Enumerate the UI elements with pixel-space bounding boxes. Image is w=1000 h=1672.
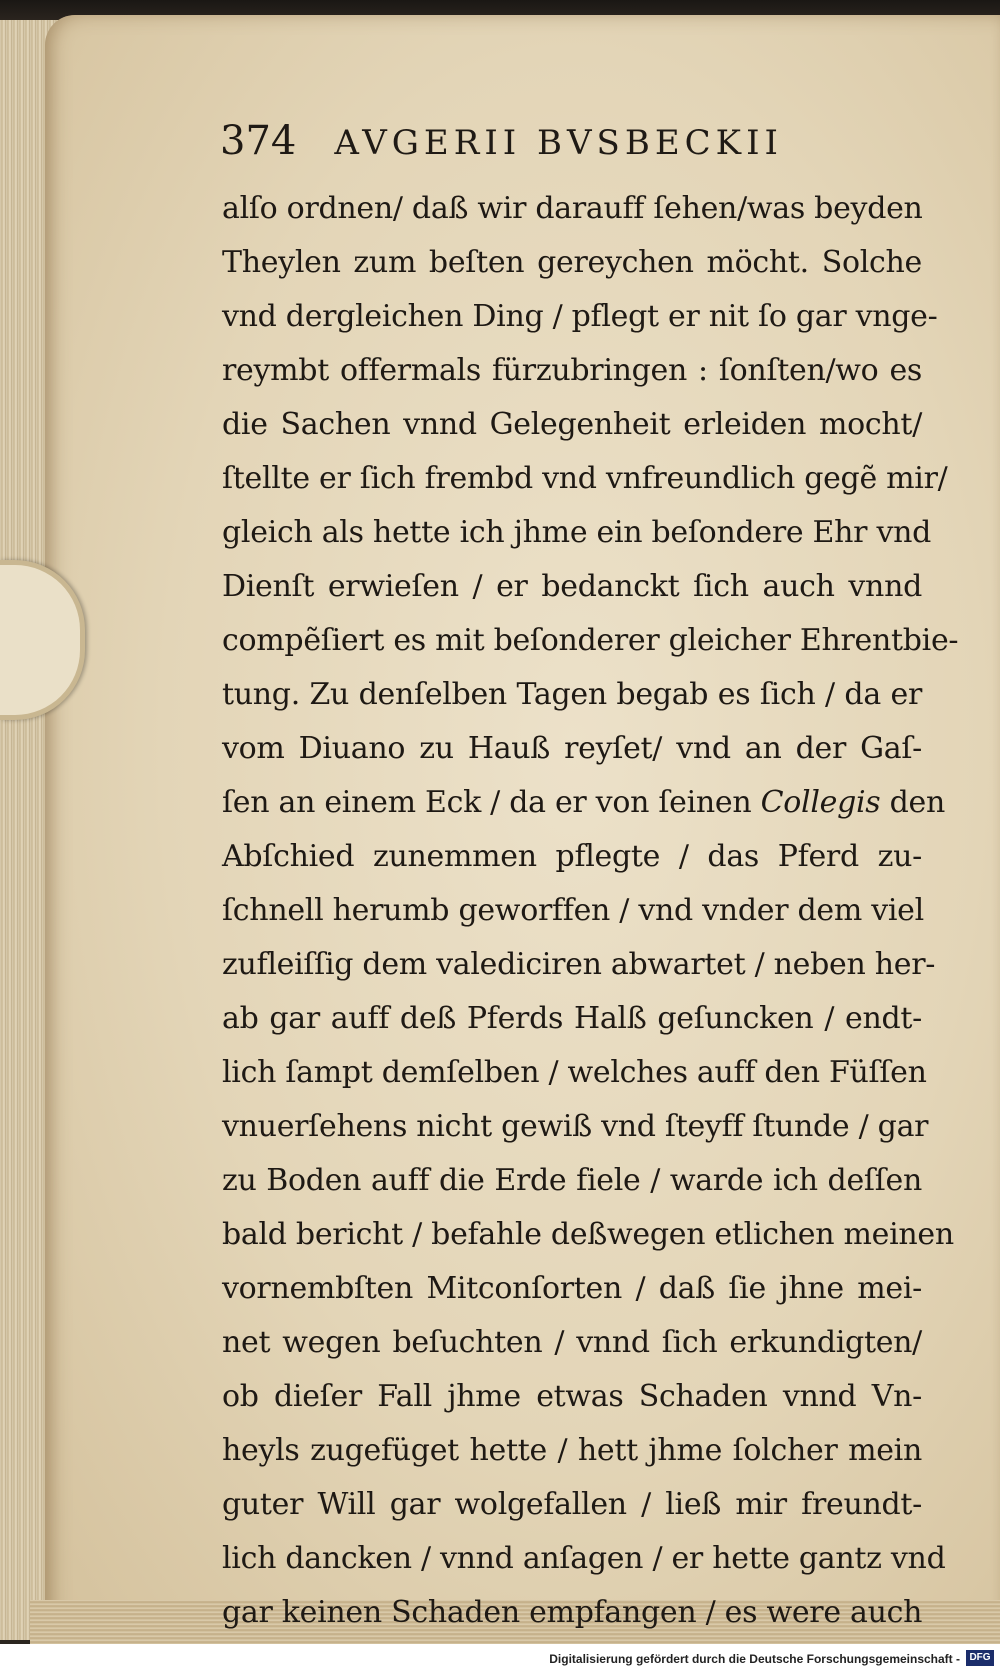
text-line: tung. Zu denſelben Tagen begab es ſich / da er — [222, 677, 922, 712]
text-line: gleich als hette ich jhme ein beſondere Ehr vnd — [222, 515, 932, 550]
text-line: zufleiſſig dem valediciren abwartet / neben her- — [222, 947, 936, 982]
text-line: die Sachen vnnd Gelegenheit erleiden mocht/ — [222, 407, 922, 442]
running-head: AVGERII BVSBECKII — [334, 123, 783, 163]
text-line: ſtellte er ſich frembd vnd vnfreundlich gegẽ mir/ — [222, 461, 948, 496]
page-text — [222, 182, 959, 1644]
page-header — [220, 118, 940, 178]
text-line: Dienſt erwieſen / er bedanckt ſich auch vnnd — [222, 569, 922, 604]
text-line: heyls zugefüget hette / hett jhme ſolcher mein — [222, 1433, 922, 1468]
digitization-credit: Digitalisierung gefördert durch die Deutsche Forschungsgemeinschaft - — [549, 1652, 960, 1666]
text-line: gar keinen Schaden empfangen / es were auch — [222, 1595, 923, 1630]
text-line: alſo ordnen/ daß wir darauff ſehen/was beyden — [222, 191, 923, 226]
text-line: vom Diuano zu Hauß reyſet/ vnd an der Gaſ- — [222, 731, 922, 766]
text-line: ob dieſer Fall jhme etwas Schaden vnnd Vn- — [222, 1379, 922, 1414]
text-line: guter Will gar wolgefallen / ließ mir freundt- — [222, 1487, 922, 1522]
page-number: 374 — [220, 118, 297, 164]
text-fragment: ſen an einem Eck / da er von ſeinen — [222, 785, 761, 820]
text-line: Theylen zum beſten gereychen möcht. Solche — [222, 245, 922, 280]
text-line: lich dancken / vnnd anſagen / er hette gantz vnd — [222, 1541, 946, 1576]
latin-word: Collegis — [760, 785, 881, 820]
text-line: zu Boden auff die Erde fiele / warde ich deſſen — [222, 1163, 922, 1198]
dfg-logo: DFG — [966, 1650, 994, 1666]
text-line: Abſchied zunemmen pflegte / das Pferd zu- — [222, 839, 922, 874]
text-line: ſchnell herumb geworffen / vnd vnder dem viel — [222, 893, 924, 928]
text-line: net wegen beſuchten / vnnd ſich erkundigten/ — [222, 1325, 922, 1360]
text-line: reymbt offermals fürzubringen : ſonſten/wo es — [222, 353, 922, 388]
text-fragment: den — [880, 785, 946, 820]
text-line: vnd dergleichen Ding / pflegt er nit ſo gar vnge- — [222, 299, 938, 334]
text-line: lich ſampt demſelben / welches auff den Füſſen — [222, 1055, 927, 1090]
text-line: bald bericht / befahle deßwegen etlichen meinen — [222, 1217, 954, 1252]
text-line: ab gar auff deß Pferds Halß geſuncken / endt- — [222, 1001, 922, 1036]
text-line: compẽſiert es mit beſonderer gleicher Ehrentbie- — [222, 623, 959, 658]
text-line — [222, 776, 946, 830]
text-line: vnuerſehens nicht gewiß vnd ſteyff ſtunde / gar — [222, 1109, 929, 1144]
text-line: vornembſten Mitconſorten / daß ſie jhne mei- — [222, 1271, 922, 1306]
